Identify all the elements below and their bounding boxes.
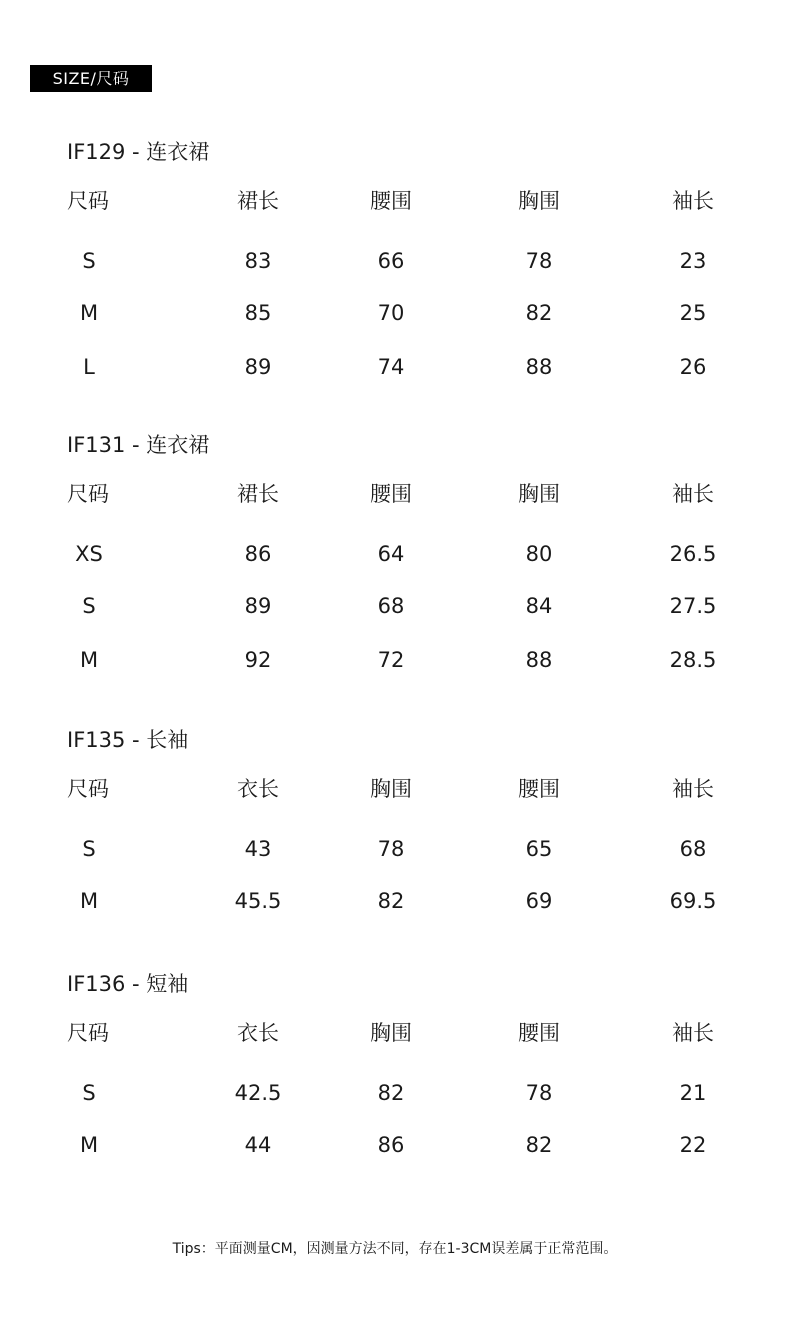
value-cell: 69 <box>525 889 553 913</box>
value-cell: 44 <box>244 1133 272 1157</box>
value-cell: 68 <box>377 594 405 618</box>
header-cell: 袖长 <box>672 189 714 213</box>
header-cell: 袖长 <box>672 482 714 506</box>
table-row <box>0 246 790 276</box>
value-cell: 82 <box>525 301 553 325</box>
value-cell: 65 <box>525 837 553 861</box>
size-cell: S <box>82 249 96 273</box>
value-cell: 70 <box>377 301 405 325</box>
size-cell: S <box>82 837 96 861</box>
table-row <box>0 1078 790 1108</box>
value-cell: 23 <box>679 249 707 273</box>
value-cell: 69.5 <box>669 889 717 913</box>
value-cell: 86 <box>244 542 272 566</box>
table-header-row <box>0 186 790 216</box>
table-header-row <box>0 479 790 509</box>
table-row <box>0 1130 790 1160</box>
header-cell: 腰围 <box>370 482 412 506</box>
value-cell: 26 <box>679 355 707 379</box>
size-cell: M <box>79 1133 99 1157</box>
header-cell-size: 尺码 <box>67 1021 109 1045</box>
size-cell: S <box>82 1081 96 1105</box>
value-cell: 83 <box>244 249 272 273</box>
table-header-row <box>0 1018 790 1048</box>
table-row <box>0 886 790 916</box>
header-cell-size: 尺码 <box>67 777 109 801</box>
value-cell: 88 <box>525 648 553 672</box>
measurement-tips: Tips：平面测量CM，因测量方法不同，存在1-3CM误差属于正常范围。 <box>172 1241 618 1257</box>
value-cell: 22 <box>679 1133 707 1157</box>
size-cell: M <box>79 889 99 913</box>
size-cell: M <box>79 648 99 672</box>
header-cell: 衣长 <box>237 777 279 801</box>
size-cell: XS <box>75 542 103 566</box>
table-row <box>0 298 790 328</box>
table-row <box>0 645 790 675</box>
header-cell: 衣长 <box>237 1021 279 1045</box>
header-cell: 袖长 <box>672 1021 714 1045</box>
value-cell: 27.5 <box>669 594 717 618</box>
value-cell: 80 <box>525 542 553 566</box>
value-cell: 82 <box>377 889 405 913</box>
value-cell: 85 <box>244 301 272 325</box>
value-cell: 66 <box>377 249 405 273</box>
value-cell: 84 <box>525 594 553 618</box>
value-cell: 26.5 <box>669 542 717 566</box>
table-header-row <box>0 774 790 804</box>
value-cell: 43 <box>244 837 272 861</box>
table-row <box>0 539 790 569</box>
header-cell: 胸围 <box>370 1021 412 1045</box>
value-cell: 92 <box>244 648 272 672</box>
header-cell: 腰围 <box>370 189 412 213</box>
value-cell: 64 <box>377 542 405 566</box>
value-cell: 68 <box>679 837 707 861</box>
table-row <box>0 352 790 382</box>
section-title: IF135 - 长袖 <box>67 728 189 752</box>
value-cell: 74 <box>377 355 405 379</box>
value-cell: 78 <box>525 249 553 273</box>
value-cell: 86 <box>377 1133 405 1157</box>
value-cell: 72 <box>377 648 405 672</box>
value-cell: 25 <box>679 301 707 325</box>
header-cell: 胸围 <box>370 777 412 801</box>
table-row <box>0 834 790 864</box>
value-cell: 42.5 <box>234 1081 282 1105</box>
section-title: IF129 - 连衣裙 <box>67 140 210 164</box>
section-title: IF131 - 连衣裙 <box>67 433 210 457</box>
header-cell: 腰围 <box>518 777 560 801</box>
header-cell: 腰围 <box>518 1021 560 1045</box>
size-badge: SIZE/尺码 <box>30 65 152 92</box>
value-cell: 78 <box>377 837 405 861</box>
header-cell-size: 尺码 <box>67 189 109 213</box>
value-cell: 45.5 <box>234 889 282 913</box>
header-cell: 袖长 <box>672 777 714 801</box>
value-cell: 89 <box>244 355 272 379</box>
table-row <box>0 591 790 621</box>
value-cell: 28.5 <box>669 648 717 672</box>
header-cell: 胸围 <box>518 189 560 213</box>
size-cell: M <box>79 301 99 325</box>
value-cell: 89 <box>244 594 272 618</box>
section-title: IF136 - 短袖 <box>67 972 189 996</box>
value-cell: 82 <box>377 1081 405 1105</box>
header-cell-size: 尺码 <box>67 482 109 506</box>
value-cell: 82 <box>525 1133 553 1157</box>
header-cell: 裙长 <box>237 482 279 506</box>
value-cell: 78 <box>525 1081 553 1105</box>
header-cell: 裙长 <box>237 189 279 213</box>
header-cell: 胸围 <box>518 482 560 506</box>
value-cell: 21 <box>679 1081 707 1105</box>
value-cell: 88 <box>525 355 553 379</box>
size-cell: L <box>83 355 95 379</box>
size-cell: S <box>82 594 96 618</box>
